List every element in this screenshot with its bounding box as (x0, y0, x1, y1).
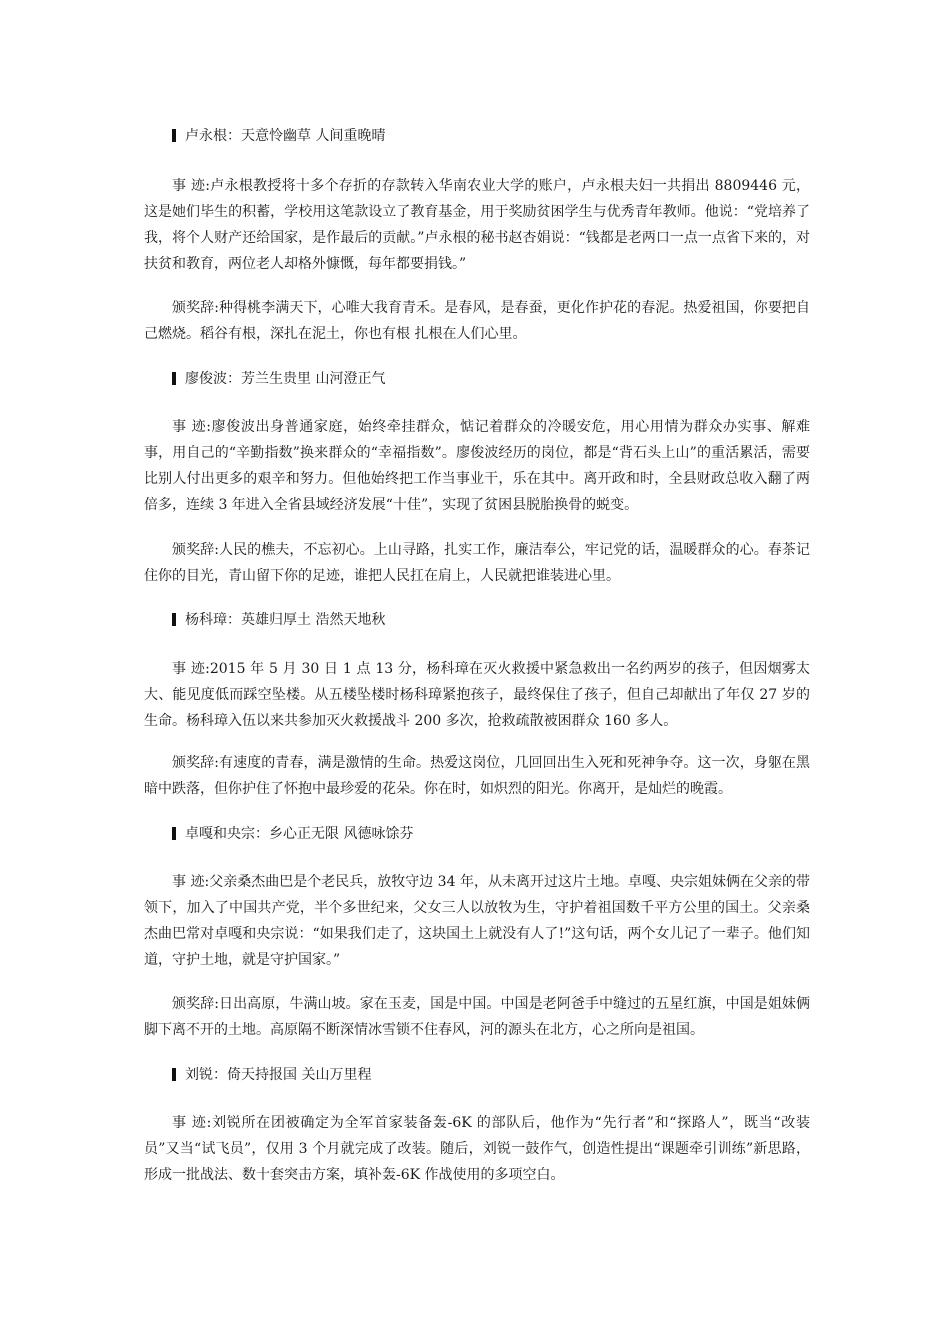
award-label: 颁奖辞: (172, 996, 219, 1012)
section-title: 廖俊波：芳兰生贵里 山河澄正气 (185, 371, 386, 387)
deed-paragraph (144, 869, 810, 973)
award-paragraph (144, 295, 810, 347)
award-label: 颁奖辞: (172, 755, 219, 771)
section-heading (172, 1065, 772, 1085)
award-text: 有速度的青春，满是激情的生命。热爱这岗位，几回回出生入死和死神争夺。这一次，身躯在黑暗中跌落，但你护住了怀抱中最珍爱的花朵。你在时，如炽烈的阳光。你离开，是灿烂的晚霞。 (144, 755, 810, 797)
deed-label: 事 迹: (172, 661, 210, 677)
deed-text: 2015 年 5 月 30 日 1 点 13 分，杨科璋在灭火救援中紧急救出一名约两岁的孩子，但因烟雾太大、能见度低而踩空坠楼。从五楼坠楼时杨科璋紧抱孩子，最终保住了孩子，但自己却献出了年仅 27 岁的生命。杨科璋入伍以来共参加灭火救援战斗 200 多次，抢救疏散被困群众 160 多人。 (144, 661, 811, 729)
section-title: 卢永根：天意怜幽草 人间重晚晴 (185, 128, 386, 144)
award-label: 颁奖辞: (172, 542, 219, 558)
heading-bar-icon (172, 372, 176, 385)
deed-label: 事 迹: (172, 419, 211, 435)
deed-label: 事 迹: (172, 1115, 212, 1131)
award-paragraph (144, 537, 810, 589)
section-title: 卓嘎和央宗：乡心正无限 风德咏馀芬 (185, 826, 414, 842)
section-title: 刘锐：倚天持报国 关山万里程 (185, 1067, 372, 1083)
award-paragraph (144, 991, 810, 1043)
section-heading (172, 369, 772, 389)
award-text: 日出高原，牛满山坡。家在玉麦，国是中国。中国是老阿爸手中缝过的五星红旗，中国是姐妹俩脚下离不开的土地。高原隔不断深情冰雪锁不住春风，河的源头在北方，心之所向是祖国。 (144, 996, 810, 1038)
section-heading (172, 824, 772, 844)
deed-text: 父亲桑杰曲巴是个老民兵，放牧守边 34 年，从未离开过这片土地。卓嘎、央宗姐妹俩在父亲的带领下，加入了中国共产党，半个多世纪来，父女三人以放牧为生，守护着祖国数千平方公里的国土。父亲桑杰曲巴常对卓嘎和央宗说：“如果我们走了，这块国土上就没有人了!”这句话，两个女儿记了一辈子。他们知道，守护土地，就是守护国家。” (144, 874, 811, 968)
heading-bar-icon (172, 827, 176, 840)
deed-paragraph (144, 656, 810, 734)
deed-text: 廖俊波出身普通家庭，始终牵挂群众，惦记着群众的冷暖安危，用心用情为群众办实事、解难事，用自己的“辛勤指数”换来群众的“幸福指数”。廖俊波经历的岗位，都是“背石头上山”的重活累活，需要比别人付出更多的艰辛和努力。但他始终把工作当事业干，乐在其中。离开政和时，全县财政总收入翻了两倍多，连续 3 年进入全省县域经济发展“十佳”，实现了贫困县脱胎换骨的蜕变。 (144, 419, 810, 513)
heading-bar-icon (172, 613, 176, 626)
section-heading (172, 610, 772, 630)
deed-text: 刘锐所在团被确定为全军首家装备轰-6K 的部队后，他作为“先行者”和“探路人”，既当“改装员”又当“试飞员”，仅用 3 个月就完成了改装。随后，刘锐一鼓作气，创造性提出“课题牵引训练”新思路，形成一批战法、数十套突击方案，填补轰-6K 作战使用的多项空白。 (144, 1115, 810, 1183)
deed-text: 卢永根教授将十多个存折的存款转入华南农业大学的账户，卢永根夫妇一共捐出 8809446 元，这是她们毕生的积蓄，学校用这笔款设立了教育基金，用于奖励贫困学生与优秀青年教师。他说：“党培养了我，将个人财产还给国家，是作最后的贡献。”卢永根的秘书赵杏娟说：“钱都是老两口一点一点省下来的，对扶贫和教育，两位老人却格外慷慨，每年都要捐钱。” (144, 178, 810, 272)
award-text: 种得桃李满天下，心唯大我育青禾。是春风，是春蚕，更化作护花的春泥。热爱祖国，你要把自己燃烧。稻谷有根，深扎在泥土，你也有根 扎根在人们心里。 (144, 300, 810, 342)
deed-paragraph (144, 1110, 810, 1188)
award-paragraph (144, 750, 810, 802)
award-text: 人民的樵夫，不忘初心。上山寻路，扎实工作，廉洁奉公，牢记党的话，温暖群众的心。春茶记住你的目光，青山留下你的足迹，谁把人民扛在肩上，人民就把谁装进心里。 (144, 542, 810, 584)
deed-label: 事 迹: (172, 874, 210, 890)
heading-bar-icon (172, 1068, 176, 1081)
deed-paragraph (144, 173, 810, 277)
deed-paragraph (144, 414, 810, 518)
award-label: 颁奖辞: (172, 300, 219, 316)
section-title: 杨科璋：英雄归厚土 浩然天地秋 (185, 612, 386, 628)
heading-bar-icon (172, 129, 176, 142)
section-heading (172, 126, 772, 146)
deed-label: 事 迹: (172, 178, 210, 194)
